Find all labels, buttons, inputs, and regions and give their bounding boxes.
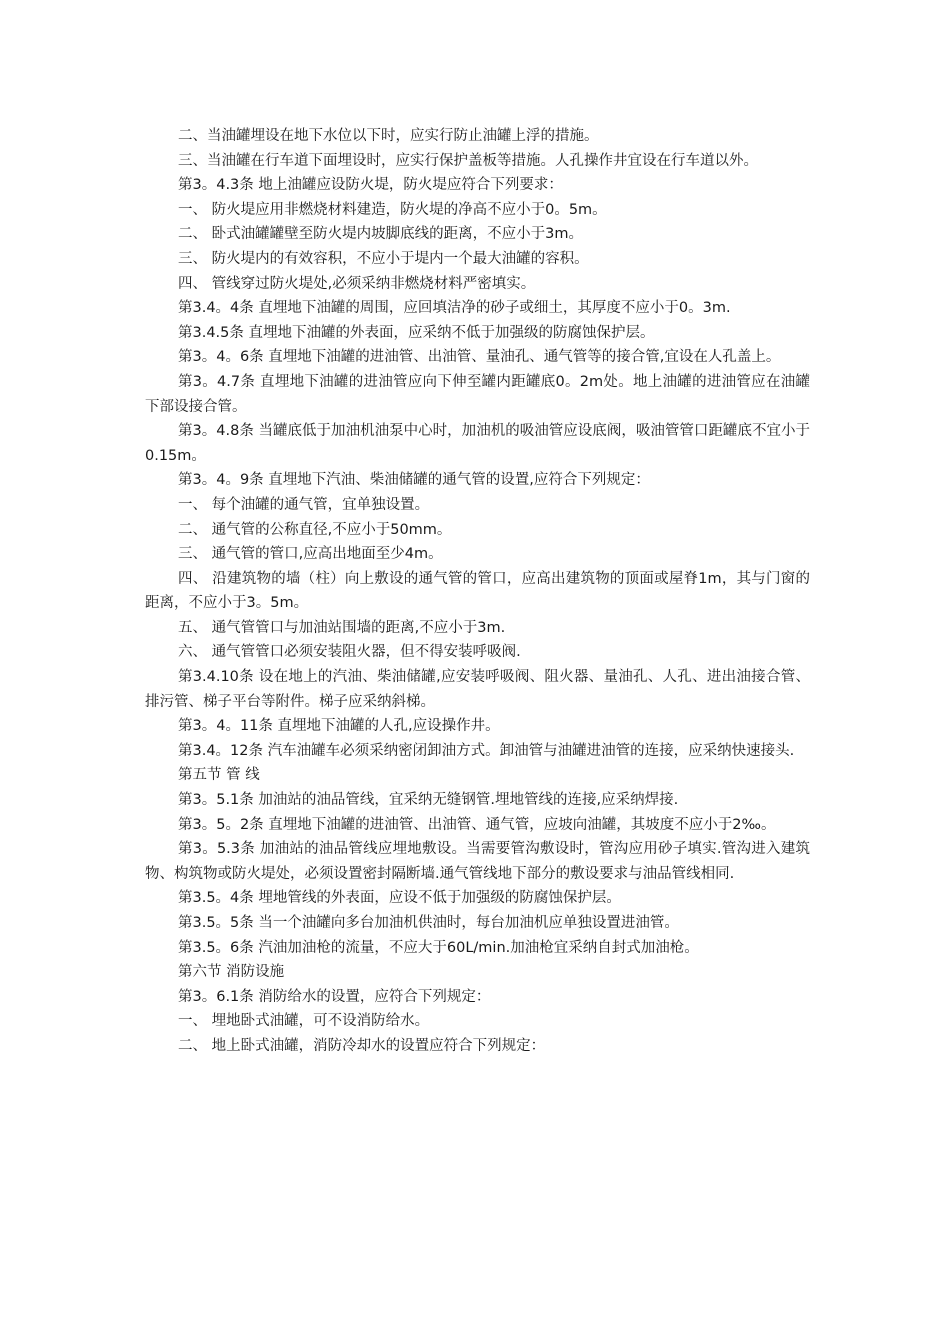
paragraph: 二、 卧式油罐罐壁至防火堤内坡脚底线的距离，不应小于3m。 xyxy=(178,226,583,243)
paragraph: 第3。4.7条 直埋地下油罐的进油管应向下伸至罐内距罐底0。2m处。地上油罐的进油管应在油罐下部设接合管。 xyxy=(145,373,810,415)
paragraph: 第3。5。2条 直埋地下油罐的进油管、出油管、通气管，应坡向油罐，其坡度不应小于2‰。 xyxy=(178,816,776,833)
paragraph: 三、当油罐在行车道下面埋设时，应实行保护盖板等措施。人孔操作井宜设在行车道以外。 xyxy=(178,152,758,169)
paragraph: 四、 沿建筑物的墙（柱）向上敷设的通气管的管口，应高出建筑物的顶面或屋脊1m，其与门窗的距离，不应小于3。5m。 xyxy=(145,570,810,612)
paragraph: 第3。4。6条 直埋地下油罐的进油管、出油管、量油孔、通气管等的接合管,宜设在人孔盖上。 xyxy=(178,349,781,366)
section-heading: 第五节 管 线 xyxy=(178,767,260,784)
document-body xyxy=(145,124,810,1059)
paragraph: 第3.4。4条 直埋地下油罐的周围，应回填洁净的砂子或细土，其厚度不应小于0。3m. xyxy=(178,300,731,317)
paragraph: 五、 通气管管口与加油站围墙的距离,不应小于3m. xyxy=(178,619,506,636)
paragraph: 第3.5。5条 当一个油罐向多台加油机供油时，每台加油机应单独设置进油管。 xyxy=(178,915,679,931)
paragraph: 二、 地上卧式油罐，消防冷却水的设置应符合下列规定： xyxy=(178,1037,546,1054)
paragraph: 第3。6.1条 消防给水的设置，应符合下列规定： xyxy=(178,988,491,1005)
paragraph: 第3.4.5条 直埋地下油罐的外表面，应采纳不低于加强级的防腐蚀保护层。 xyxy=(178,324,655,341)
paragraph: 第3.4。12条 汽车油罐车必须采纳密闭卸油方式。卸油管与油罐进油管的连接，应采纳快速接头. xyxy=(178,742,795,759)
paragraph: 第3.5。4条 埋地管线的外表面，应设不低于加强级的防腐蚀保护层。 xyxy=(178,890,621,907)
paragraph: 第3.4.10条 设在地上的汽油、柴油储罐,应安装呼吸阀、阻火器、量油孔、人孔、进出油接合管、排污管、梯子平台等附件。梯子应采纳斜梯。 xyxy=(145,669,810,710)
paragraph: 第3。4。11条 直埋地下油罐的人孔,应设操作井。 xyxy=(178,718,500,735)
paragraph: 第3。5.1条 加油站的油品管线，宜采纳无缝钢管.埋地管线的连接,应采纳焊接. xyxy=(178,792,679,809)
paragraph: 三、 防火堤内的有效容积，不应小于堤内一个最大油罐的容积。 xyxy=(178,250,589,267)
paragraph: 二、 通气管的公称直径,不应小于50mm。 xyxy=(178,521,452,538)
paragraph: 第3。4.8条 当罐底低于加油机油泵中心时，加油机的吸油管应设底阀，吸油管管口距罐底不宜小于0.15m。 xyxy=(145,423,810,464)
paragraph: 第3。5.3条 加油站的油品管线应埋地敷设。当需要管沟敷设时，管沟应用砂子填实.管沟进入建筑物、构筑物或防火堤处，必须设置密封隔断墙.通气管线地下部分的敷设要求与油品管线相同. xyxy=(145,841,810,882)
paragraph: 三、 通气管的管口,应高出地面至少4m。 xyxy=(178,546,443,563)
paragraph: 第3.5。6条 汽油加油枪的流量，不应大于60L/min.加油枪宜采纳自封式加油枪。 xyxy=(178,939,699,956)
paragraph: 二、当油罐埋设在地下水位以下时，应实行防止油罐上浮的措施。 xyxy=(178,128,599,144)
paragraph: 六、 通气管管口必须安装阻火器，但不得安装呼吸阀. xyxy=(178,644,521,661)
paragraph: 一、 每个油罐的通气管，宜单独设置。 xyxy=(178,496,430,513)
paragraph: 一、 防火堤应用非燃烧材料建造，防火堤的净高不应小于0。5m。 xyxy=(178,201,607,218)
section-heading: 第六节 消防设施 xyxy=(178,964,285,981)
paragraph: 四、 管线穿过防火堤处,必须采纳非燃烧材料严密填实。 xyxy=(178,275,536,292)
paragraph: 第3。4。9条 直埋地下汽油、柴油储罐的通气管的设置,应符合下列规定： xyxy=(178,472,650,489)
paragraph: 第3。4.3条 地上油罐应设防火堤，防火堤应符合下列要求： xyxy=(178,177,563,194)
paragraph: 一、 埋地卧式油罐，可不设消防给水。 xyxy=(178,1013,430,1030)
